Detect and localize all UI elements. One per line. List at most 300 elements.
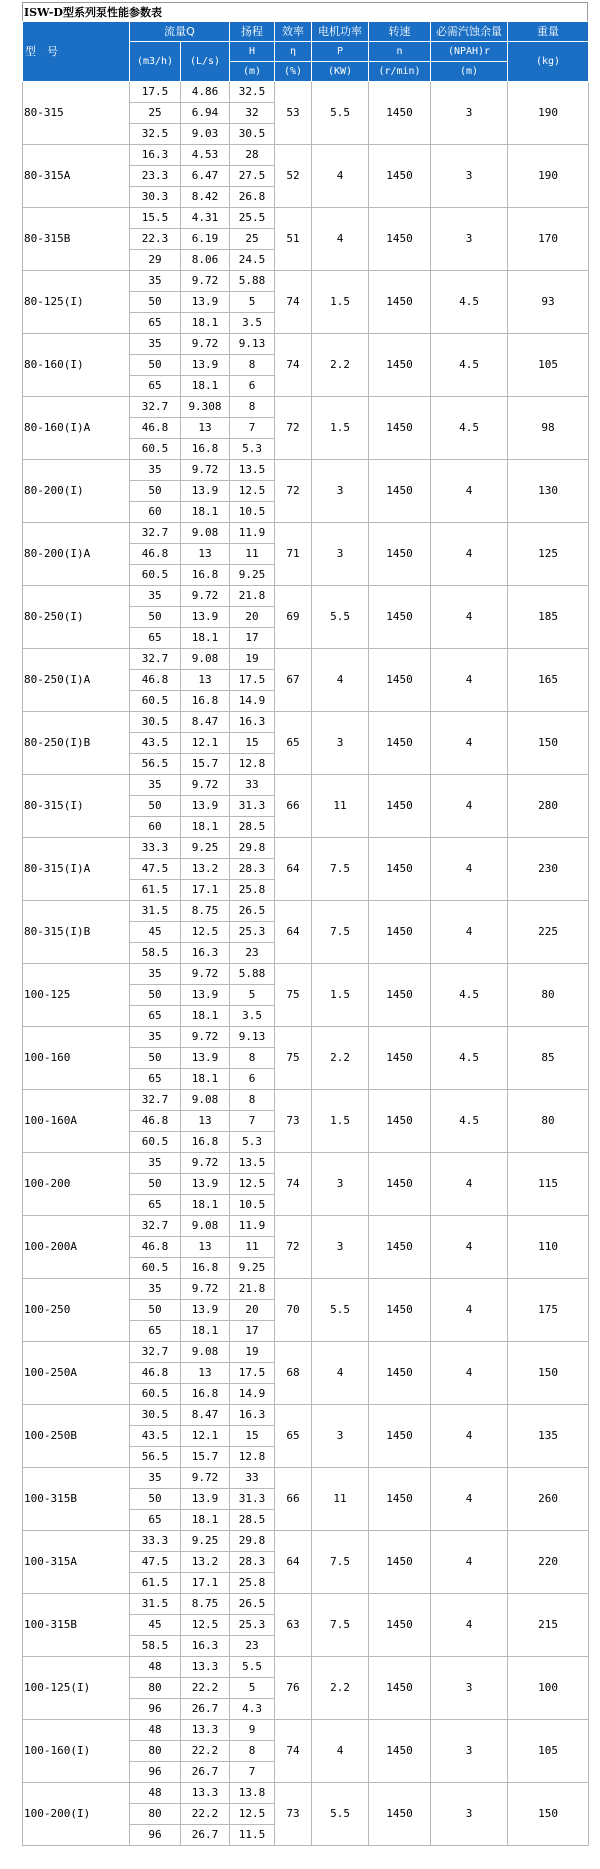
cell-flow-m3h: 50 [130,355,181,376]
cell-flow-m3h: 32.7 [130,397,181,418]
cell-flow-ls: 4.86 [181,82,230,103]
cell-power: 7.5 [312,901,369,964]
cell-head: 33 [230,775,275,796]
cell-head: 26.5 [230,1594,275,1615]
cell-speed: 1450 [369,649,431,712]
cell-model: 100-160 [23,1027,130,1090]
cell-flow-ls: 9.08 [181,649,230,670]
cell-weight: 175 [508,1279,589,1342]
cell-flow-m3h: 47.5 [130,859,181,880]
cell-flow-m3h: 32.7 [130,523,181,544]
cell-head: 13.5 [230,1153,275,1174]
table-row [23,775,589,796]
cell-weight: 150 [508,712,589,775]
cell-flow-m3h: 46.8 [130,670,181,691]
cell-head: 8 [230,355,275,376]
cell-speed: 1450 [369,82,431,145]
table-row [23,1531,589,1552]
cell-speed: 1450 [369,1090,431,1153]
cell-flow-m3h: 35 [130,775,181,796]
cell-efficiency: 74 [275,271,312,334]
cell-power: 7.5 [312,838,369,901]
cell-head: 12.5 [230,1174,275,1195]
cell-flow-ls: 18.1 [181,1069,230,1090]
cell-flow-ls: 9.72 [181,460,230,481]
cell-npsh: 4 [431,838,508,901]
cell-flow-ls: 16.8 [181,439,230,460]
cell-flow-ls: 16.3 [181,1636,230,1657]
cell-weight: 100 [508,1657,589,1720]
cell-flow-ls: 13.2 [181,859,230,880]
cell-speed: 1450 [369,586,431,649]
cell-flow-m3h: 32.5 [130,124,181,145]
cell-flow-m3h: 35 [130,964,181,985]
cell-flow-m3h: 22.3 [130,229,181,250]
cell-flow-m3h: 35 [130,460,181,481]
cell-model: 80-315B [23,208,130,271]
cell-model: 100-125(I) [23,1657,130,1720]
table-row [23,649,589,670]
cell-head: 23 [230,1636,275,1657]
cell-power: 5.5 [312,586,369,649]
cell-flow-m3h: 48 [130,1657,181,1678]
cell-head: 5.88 [230,964,275,985]
cell-speed: 1450 [369,1405,431,1468]
cell-flow-m3h: 50 [130,1300,181,1321]
cell-npsh: 4 [431,1216,508,1279]
cell-model: 100-125 [23,964,130,1027]
header-eff-symbol: η [275,42,312,62]
cell-flow-ls: 15.7 [181,1447,230,1468]
cell-flow-m3h: 50 [130,985,181,1006]
cell-flow-m3h: 46.8 [130,418,181,439]
table-title: ISW-D型系列泵性能参数表 [22,2,588,21]
cell-head: 7 [230,1111,275,1132]
cell-npsh: 4 [431,586,508,649]
cell-flow-m3h: 65 [130,1510,181,1531]
cell-head: 3.5 [230,1006,275,1027]
header-head: 扬程 [230,22,275,42]
cell-flow-ls: 16.8 [181,1258,230,1279]
cell-flow-ls: 13.3 [181,1783,230,1804]
cell-flow-ls: 13 [181,1363,230,1384]
cell-flow-m3h: 50 [130,1048,181,1069]
cell-head: 24.5 [230,250,275,271]
cell-flow-ls: 22.2 [181,1678,230,1699]
cell-flow-m3h: 31.5 [130,1594,181,1615]
cell-npsh: 4 [431,460,508,523]
cell-flow-ls: 12.5 [181,922,230,943]
cell-model: 100-250B [23,1405,130,1468]
cell-power: 2.2 [312,334,369,397]
cell-power: 5.5 [312,1279,369,1342]
cell-flow-ls: 18.1 [181,1195,230,1216]
cell-flow-ls: 9.72 [181,1279,230,1300]
header-eff: 效率 [275,22,312,42]
cell-head: 31.3 [230,1489,275,1510]
cell-flow-m3h: 65 [130,1006,181,1027]
cell-npsh: 4.5 [431,964,508,1027]
cell-flow-ls: 18.1 [181,502,230,523]
cell-flow-m3h: 56.5 [130,1447,181,1468]
cell-flow-ls: 12.1 [181,1426,230,1447]
cell-flow-ls: 13.9 [181,985,230,1006]
cell-flow-ls: 13.9 [181,1174,230,1195]
cell-weight: 215 [508,1594,589,1657]
table-row [23,1279,589,1300]
table-row [23,1720,589,1741]
cell-efficiency: 72 [275,1216,312,1279]
cell-head: 11 [230,544,275,565]
cell-head: 21.8 [230,1279,275,1300]
cell-power: 4 [312,1720,369,1783]
table-row [23,1027,589,1048]
cell-model: 80-315(I)A [23,838,130,901]
cell-head: 8 [230,1090,275,1111]
cell-head: 11.9 [230,1216,275,1237]
cell-flow-ls: 9.72 [181,586,230,607]
cell-head: 31.3 [230,796,275,817]
cell-model: 80-315 [23,82,130,145]
cell-efficiency: 66 [275,1468,312,1531]
cell-flow-ls: 18.1 [181,628,230,649]
cell-flow-ls: 13.2 [181,1552,230,1573]
cell-head: 20 [230,607,275,628]
cell-flow-ls: 13.9 [181,1300,230,1321]
cell-flow-m3h: 46.8 [130,1111,181,1132]
cell-flow-m3h: 16.3 [130,145,181,166]
cell-model: 80-250(I)B [23,712,130,775]
cell-head: 7 [230,418,275,439]
table-row [23,1216,589,1237]
cell-flow-ls: 26.7 [181,1762,230,1783]
cell-flow-ls: 8.75 [181,901,230,922]
cell-flow-ls: 13.9 [181,292,230,313]
cell-model: 80-250(I)A [23,649,130,712]
header-speed: 转速 [369,22,431,42]
cell-weight: 220 [508,1531,589,1594]
cell-flow-ls: 6.19 [181,229,230,250]
cell-efficiency: 70 [275,1279,312,1342]
cell-flow-m3h: 60.5 [130,565,181,586]
cell-npsh: 4 [431,1531,508,1594]
cell-head: 6 [230,376,275,397]
cell-weight: 93 [508,271,589,334]
cell-power: 1.5 [312,964,369,1027]
cell-power: 3 [312,460,369,523]
cell-speed: 1450 [369,1783,431,1846]
cell-npsh: 4 [431,523,508,586]
cell-power: 11 [312,775,369,838]
cell-flow-ls: 9.25 [181,1531,230,1552]
cell-head: 19 [230,1342,275,1363]
cell-weight: 110 [508,1216,589,1279]
cell-flow-m3h: 35 [130,271,181,292]
cell-efficiency: 74 [275,334,312,397]
cell-npsh: 4 [431,649,508,712]
cell-flow-m3h: 50 [130,1174,181,1195]
cell-model: 80-125(I) [23,271,130,334]
cell-weight: 80 [508,1090,589,1153]
cell-head: 20 [230,1300,275,1321]
cell-speed: 1450 [369,1216,431,1279]
cell-flow-ls: 26.7 [181,1699,230,1720]
cell-head: 5.3 [230,439,275,460]
cell-flow-ls: 18.1 [181,1510,230,1531]
cell-head: 28.5 [230,1510,275,1531]
cell-efficiency: 53 [275,82,312,145]
header-model: 型 号 [23,22,130,82]
cell-flow-m3h: 32.7 [130,649,181,670]
cell-flow-m3h: 56.5 [130,754,181,775]
cell-head: 25.8 [230,880,275,901]
cell-flow-ls: 13 [181,1111,230,1132]
cell-npsh: 3 [431,82,508,145]
cell-flow-m3h: 80 [130,1804,181,1825]
cell-flow-ls: 9.25 [181,838,230,859]
cell-npsh: 4 [431,1468,508,1531]
cell-weight: 190 [508,145,589,208]
cell-head: 5 [230,1678,275,1699]
cell-head: 19 [230,649,275,670]
performance-sheet [22,2,588,1846]
table-row [23,964,589,985]
cell-head: 9.25 [230,565,275,586]
cell-head: 7 [230,1762,275,1783]
cell-npsh: 3 [431,1783,508,1846]
cell-speed: 1450 [369,964,431,1027]
cell-efficiency: 74 [275,1720,312,1783]
cell-npsh: 4 [431,712,508,775]
header-npsh: 必需汽蚀余量 [431,22,508,42]
cell-flow-ls: 26.7 [181,1825,230,1846]
cell-head: 26.8 [230,187,275,208]
cell-head: 12.5 [230,481,275,502]
cell-weight: 105 [508,1720,589,1783]
cell-flow-m3h: 17.5 [130,82,181,103]
cell-weight: 165 [508,649,589,712]
header-weight-unit: (kg) [508,42,589,82]
cell-head: 29.8 [230,1531,275,1552]
cell-npsh: 4.5 [431,334,508,397]
cell-power: 4 [312,208,369,271]
cell-head: 25.8 [230,1573,275,1594]
cell-flow-ls: 8.47 [181,712,230,733]
cell-model: 100-250A [23,1342,130,1405]
cell-head: 5.88 [230,271,275,292]
cell-flow-ls: 13.3 [181,1720,230,1741]
cell-flow-m3h: 96 [130,1699,181,1720]
cell-weight: 150 [508,1783,589,1846]
cell-efficiency: 65 [275,1405,312,1468]
cell-flow-ls: 9.72 [181,334,230,355]
table-row [23,1657,589,1678]
cell-flow-ls: 13 [181,1237,230,1258]
cell-head: 15 [230,733,275,754]
cell-flow-ls: 9.08 [181,1090,230,1111]
cell-head: 9.13 [230,1027,275,1048]
header-speed-symbol: n [369,42,431,62]
cell-flow-ls: 18.1 [181,1321,230,1342]
cell-flow-m3h: 96 [130,1762,181,1783]
cell-flow-ls: 9.72 [181,271,230,292]
cell-power: 2.2 [312,1657,369,1720]
cell-flow-m3h: 33.3 [130,838,181,859]
header-flow-ls: (L/s) [181,42,230,82]
table-row [23,1405,589,1426]
cell-head: 28.3 [230,859,275,880]
cell-speed: 1450 [369,1027,431,1090]
cell-flow-ls: 18.1 [181,313,230,334]
cell-flow-m3h: 60.5 [130,439,181,460]
cell-model: 80-315(I)B [23,901,130,964]
cell-head: 12.8 [230,754,275,775]
cell-head: 14.9 [230,1384,275,1405]
cell-flow-m3h: 65 [130,1321,181,1342]
cell-model: 100-315B [23,1468,130,1531]
cell-head: 9.13 [230,334,275,355]
cell-efficiency: 67 [275,649,312,712]
cell-flow-m3h: 60 [130,817,181,838]
cell-flow-ls: 9.08 [181,1216,230,1237]
cell-head: 13.8 [230,1783,275,1804]
table-row [23,1342,589,1363]
cell-flow-m3h: 60.5 [130,1132,181,1153]
cell-efficiency: 64 [275,1531,312,1594]
cell-flow-m3h: 65 [130,1195,181,1216]
cell-weight: 190 [508,82,589,145]
cell-flow-m3h: 30.3 [130,187,181,208]
table-row [23,1468,589,1489]
cell-head: 9.25 [230,1258,275,1279]
cell-power: 4 [312,649,369,712]
cell-flow-m3h: 35 [130,1027,181,1048]
cell-flow-ls: 13.9 [181,796,230,817]
cell-flow-m3h: 45 [130,922,181,943]
cell-head: 8 [230,1741,275,1762]
cell-weight: 125 [508,523,589,586]
cell-weight: 185 [508,586,589,649]
table-row [23,712,589,733]
cell-efficiency: 52 [275,145,312,208]
cell-flow-ls: 18.1 [181,1006,230,1027]
header-power: 电机功率 [312,22,369,42]
cell-speed: 1450 [369,1531,431,1594]
header-speed-unit: (r/min) [369,62,431,82]
cell-head: 16.3 [230,712,275,733]
cell-flow-m3h: 47.5 [130,1552,181,1573]
header-head-symbol: H [230,42,275,62]
table-row [23,82,589,103]
cell-power: 11 [312,1468,369,1531]
cell-power: 3 [312,1405,369,1468]
cell-head: 8 [230,397,275,418]
cell-head: 9 [230,1720,275,1741]
cell-head: 25.3 [230,1615,275,1636]
cell-flow-m3h: 65 [130,313,181,334]
cell-npsh: 3 [431,145,508,208]
cell-flow-m3h: 45 [130,1615,181,1636]
cell-weight: 85 [508,1027,589,1090]
cell-speed: 1450 [369,145,431,208]
cell-speed: 1450 [369,460,431,523]
cell-flow-ls: 4.53 [181,145,230,166]
cell-flow-m3h: 48 [130,1720,181,1741]
cell-model: 80-160(I)A [23,397,130,460]
cell-weight: 230 [508,838,589,901]
cell-efficiency: 63 [275,1594,312,1657]
cell-efficiency: 71 [275,523,312,586]
cell-flow-m3h: 80 [130,1741,181,1762]
cell-efficiency: 69 [275,586,312,649]
cell-head: 11.5 [230,1825,275,1846]
header-power-unit: (KW) [312,62,369,82]
cell-flow-m3h: 50 [130,292,181,313]
table-row [23,397,589,418]
cell-model: 80-200(I) [23,460,130,523]
cell-speed: 1450 [369,523,431,586]
cell-flow-ls: 6.47 [181,166,230,187]
cell-flow-m3h: 58.5 [130,1636,181,1657]
cell-flow-ls: 13.9 [181,1048,230,1069]
cell-power: 1.5 [312,1090,369,1153]
cell-head: 21.8 [230,586,275,607]
cell-flow-ls: 9.72 [181,1027,230,1048]
cell-weight: 105 [508,334,589,397]
cell-head: 27.5 [230,166,275,187]
header-power-symbol: P [312,42,369,62]
cell-power: 3 [312,1153,369,1216]
cell-flow-m3h: 30.5 [130,1405,181,1426]
cell-speed: 1450 [369,1594,431,1657]
cell-head: 32 [230,103,275,124]
table-row [23,1153,589,1174]
cell-flow-m3h: 50 [130,607,181,628]
header-eff-unit: (%) [275,62,312,82]
cell-head: 11.9 [230,523,275,544]
cell-flow-ls: 9.03 [181,124,230,145]
cell-npsh: 4 [431,1279,508,1342]
cell-flow-m3h: 48 [130,1783,181,1804]
cell-power: 7.5 [312,1531,369,1594]
cell-flow-m3h: 65 [130,628,181,649]
cell-flow-ls: 8.47 [181,1405,230,1426]
cell-efficiency: 68 [275,1342,312,1405]
cell-flow-m3h: 35 [130,334,181,355]
cell-flow-m3h: 35 [130,1153,181,1174]
cell-head: 5 [230,292,275,313]
cell-efficiency: 74 [275,1153,312,1216]
cell-weight: 225 [508,901,589,964]
cell-flow-m3h: 65 [130,376,181,397]
cell-efficiency: 72 [275,397,312,460]
cell-power: 1.5 [312,271,369,334]
cell-head: 12.5 [230,1804,275,1825]
cell-weight: 280 [508,775,589,838]
cell-flow-m3h: 15.5 [130,208,181,229]
cell-speed: 1450 [369,1468,431,1531]
cell-speed: 1450 [369,334,431,397]
table-row [23,523,589,544]
cell-npsh: 4 [431,901,508,964]
cell-head: 13.5 [230,460,275,481]
cell-flow-ls: 22.2 [181,1741,230,1762]
cell-flow-ls: 13.9 [181,1489,230,1510]
cell-flow-m3h: 60 [130,502,181,523]
cell-flow-ls: 6.94 [181,103,230,124]
cell-speed: 1450 [369,397,431,460]
cell-efficiency: 76 [275,1657,312,1720]
